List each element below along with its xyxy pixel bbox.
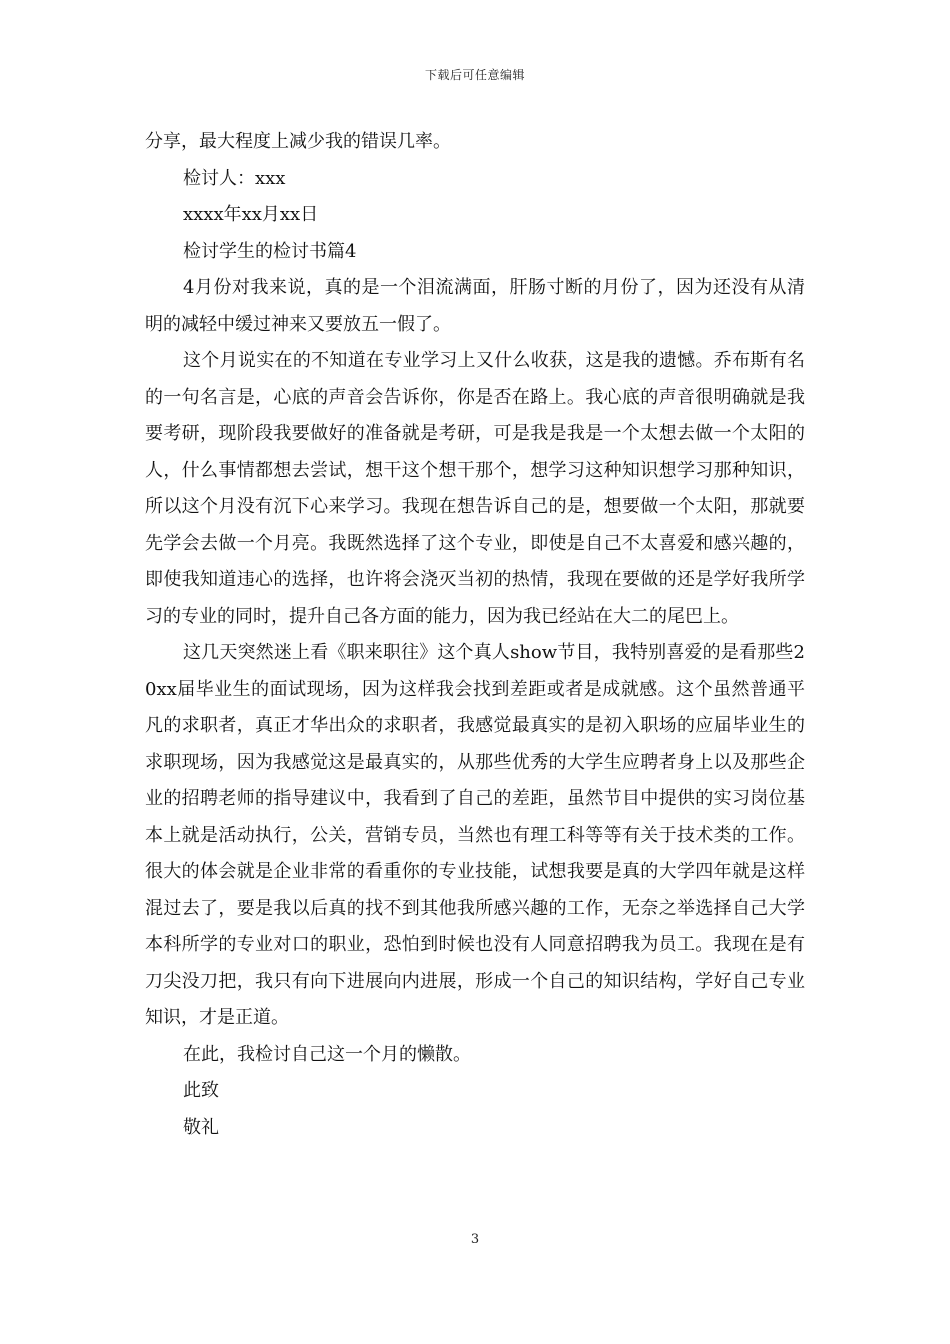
section-title: 检讨学生的检讨书篇4 xyxy=(183,240,357,262)
paragraph-conclusion: 在此，我检讨自己这一个月的懒散。 xyxy=(183,1043,471,1065)
paragraph-continuation: 分享，最大程度上减少我的错误几率。 xyxy=(145,131,451,152)
signature-date: xxxx年xx月xx日 xyxy=(183,204,319,225)
signature-reviewer: 检讨人：xxx xyxy=(183,167,286,189)
closing-regards: 敬礼 xyxy=(183,1116,219,1138)
paragraph-tv-show: 这几天突然迷上看《职来职往》这个真人show节目，我特别喜爱的是看那些20xx届毕业生的面试现场，因为这样我会找到差距或者是成就感。这个虽然普通平凡的求职者，真正才华出众的求职者，我感觉最真实的是初入职场的应届毕业生的求职现场，因为我感觉这是最真实的，从那些优秀的大学生应聘者身上以及那些企业的招聘老师的指导建议中，我看到了自己的差距，虽然节目中提供的实习岗位基本上就是活动执行，公关，营销专员，当然也有理工科等等有关于技术类的工作。很大的体会就是企业非常的看重你的专业技能，试想我要是真的大学四年就是这样混过去了，要是我以后真的找不到其他我所感兴趣的工作，无奈之举选择自己大学本科所学的专业对口的职业，恐怕到时候也没有人同意招聘我为员工。我现在是有刀尖没刀把，我只有向下进展向内进展，形成一个自己的知识结构，学好自己专业知识，才是正道。 xyxy=(145,642,805,1028)
paragraph-study-reflection: 这个月说实在的不知道在专业学习上又什么收获，这是我的遗憾。乔布斯有名的一句名言是，心底的声音会告诉你，你是否在路上。我心底的声音很明确就是我要考研，现阶段我要做好的准备就是考研，可是我是我是一个太想去做一个太阳的人，什么事情都想去尝试，想干这个想干那个，想学习这种知识想学习那种知识，所以这个月没有沉下心来学习。我现在想告诉自己的是，想要做一个太阳，那就要先学会去做一个月亮。我既然选择了这个专业，即使是自己不太喜爱和感兴趣的，即使我知道违心的选择，也许将会浇灭当初的热情，我现在要做的还是学好我所学习的专业的同时，提升自己各方面的能力，因为我已经站在大二的尾巴上。 xyxy=(145,350,805,627)
page-header-note: 下载后可任意编辑 xyxy=(424,68,525,82)
closing-salutation: 此致 xyxy=(183,1080,219,1101)
document-body xyxy=(145,124,805,1146)
page-number: 3 xyxy=(470,1232,480,1247)
paragraph-april: 4月份对我来说，真的是一个泪流满面，肝肠寸断的月份了，因为还没有从清明的减轻中缓过神来又要放五一假了。 xyxy=(145,277,805,335)
